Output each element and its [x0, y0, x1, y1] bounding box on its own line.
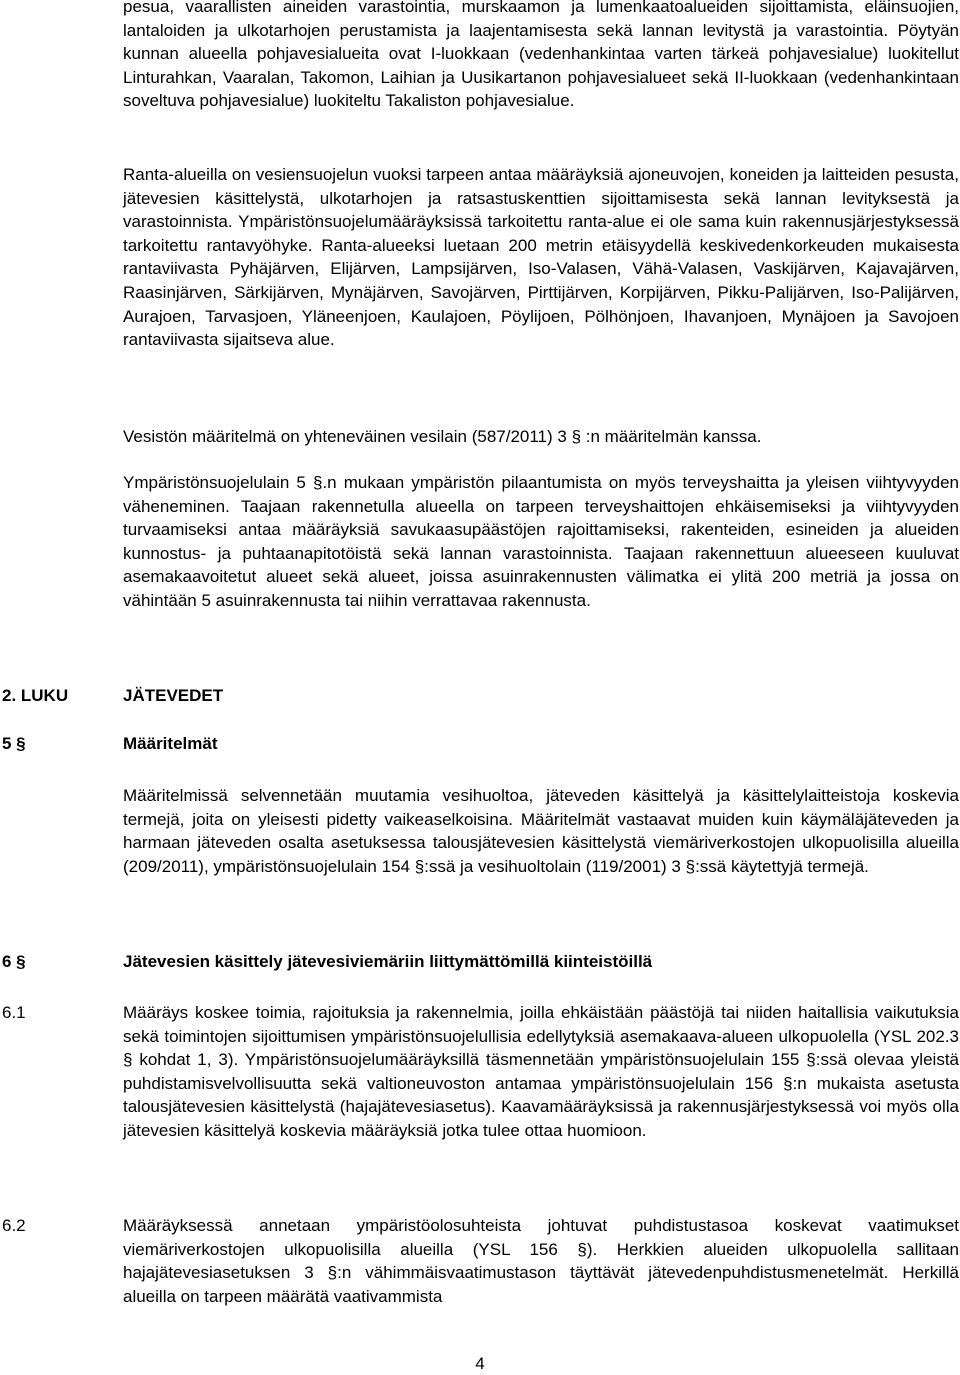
paragraph-text: Määritelmissä selvennetään muutamia vesihuoltoa, jäteveden käsittelyä ja käsittelylaitteistoja koskevia termejä, joita on yleisesti pidetty vaikeaselkoisina. Määritelmät vastaavat muiden kuin käymäläjäteveden ja harmaan jäteveden osalta asetuksessa talousjätevesien käsittelystä viemäriverkostojen ulkopuolisilla alueilla (209/2011), ympäristönsuojelulain 154 §:ssä ja vesihuoltolain (119/2001) 3 §:ssä käytettyjä termejä. [123, 786, 959, 876]
paragraph-health-hazard [123, 471, 959, 613]
section-5-paragraph [123, 784, 959, 878]
paragraph-text: Määräys koskee toimia, rajoituksia ja rakennelmia, joilla ehkäistään päästöjä tai niiden haitallisia vaikutuksia sekä toimintojen sijoittumisen ympäristönsuojelullisia edellytyksiä asemakaava-alueen ulkopuolella (YSL 202.3 § kohdat 1, 3). Ympäristönsuojelumääräyksillä täsmennetään ympäristönsuojelulain 155 §:ssä olevaa yleistä puhdistamisvelvollisuutta sekä valtioneuvoston antamaa ympäristönsuojelulain 156 §:n mukaista asetusta talousjätevesien käsittelystä (hajajätevesiasetus). Kaavamääräyksissä ja rakennusjärjestyksessä voi myös olla jätevesien käsittelyä koskevia määräyksiä jotka tulee ottaa huomioon. [123, 1003, 959, 1140]
section-6-title: Jätevesien käsittely jätevesiviemäriin liittymättömillä kiinteistöillä [123, 952, 653, 971]
section-5-number: 5 § [2, 734, 26, 753]
paragraph-text: Ympäristönsuojelulain 5 §.n mukaan ympäristön pilaantumista on myös terveyshaitta ja yleisen viihtyvyyden väheneminen. Taajaan rakennetulla alueella on tarpeen terveyshaittojen ehkäisemiseksi ja viihtyvyyden turvaamiseksi antaa määräyksiä savukaasupäästöjen rajoittamiseksi, rakenteiden, esineiden ja alueiden kunnostus- ja puhtaanapitotöistä sekä lannan varastoinnista. Taajaan rakennettuun alueeseen kuuluvat asemakaavoitetut alueet sekä alueet, joissa asuinrakennusten välimatka ei ylitä 200 metriä ja jossa on vähintään 5 asuinrakennusta tai niihin verrattavaa rakennusta. [123, 473, 959, 610]
paragraph-watercourse-definition [123, 425, 959, 449]
item-6-2-paragraph [123, 1214, 959, 1308]
paragraph-text: Ranta-alueilla on vesiensuojelun vuoksi tarpeen antaa määräyksiä ajoneuvojen, koneiden ja laitteiden pesusta, jätevesien käsittelystä, ulkotarhojen ja ratsastuskenttien sijoittamisesta sekä lannan levityksestä ja varastoinnista. Ympäristönsuojelumääräyksissä tarkoitettu ranta-alue ei ole sama kuin rakennusjärjestyksessä tarkoitettu rantavyöhyke. Ranta-alueeksi luetaan 200 metrin etäisyydellä keskivedenkorkeuden mukaisesta rantaviivasta Pyhäjärven, Elijärven, Lampsijärven, Iso-Valasen, Vähä-Valasen, Vaskijärven, Kajavajärven, Raasinjärven, Särkijärven, Mynäjärven, Savojärven, Pirttijärven, Korpijärven, Pikku-Palijärven, Iso-Palijärven, Aurajoen, Tarvasjoen, Yläneenjoen, Kaulajoen, Pöylijoen, Pölhönjoen, Ihavanjoen, Mynäjoen ja Savojoen rantaviivasta sijaitseva alue. [123, 165, 959, 350]
item-6-1-number: 6.1 [2, 1003, 26, 1022]
paragraph-text: pesua, vaarallisten aineiden varastointia, murskaamon ja lumenkaatoalueiden sijoittamista, eläinsuojien, lantaloiden ja ulkotarhojen perustamista ja laajentamisesta sekä lannan levitystä ja varastointia. Pöytyän kunnan alueella pohjavesialueita ovat I-luokkaan (vedenhankintaa varten tärkeä pohjavesialue) luokitellut Linturahkan, Vaaralan, Takomon, Laihian ja Uusikartanon pohjavesialueet sekä II-luokkaan (vedenhankintaan soveltuva pohjavesialue) luokiteltu Takaliston pohjavesialue. [123, 0, 959, 111]
paragraph-shore-areas [123, 163, 959, 352]
chapter-number: 2. LUKU [2, 686, 69, 705]
section-6-number: 6 § [2, 952, 26, 971]
section-5-title: Määritelmät [123, 734, 218, 753]
page-number: 4 [475, 1354, 485, 1373]
paragraph-groundwater [123, 0, 959, 113]
paragraph-text: Määräyksessä annetaan ympäristöolosuhteista johtuvat puhdistustasoa koskevat vaatimukset viemäriverkostojen ulkopuolisilla alueilla (YSL 156 §). Herkkien alueiden ulkopuolella sallitaan hajajätevesiasetuksen 3 §:n vähimmäisvaatimustason täyttävät jätevedenpuhdistusmenetelmät. Herkillä alueilla on tarpeen määrätä vaativammista [123, 1216, 959, 1306]
item-6-1-paragraph [123, 1001, 959, 1143]
paragraph-text: Vesistön määritelmä on yhteneväinen vesilain (587/2011) 3 § :n määritelmän kanssa. [123, 427, 762, 446]
item-6-2-number: 6.2 [2, 1216, 26, 1235]
chapter-title: JÄTEVEDET [123, 686, 224, 705]
